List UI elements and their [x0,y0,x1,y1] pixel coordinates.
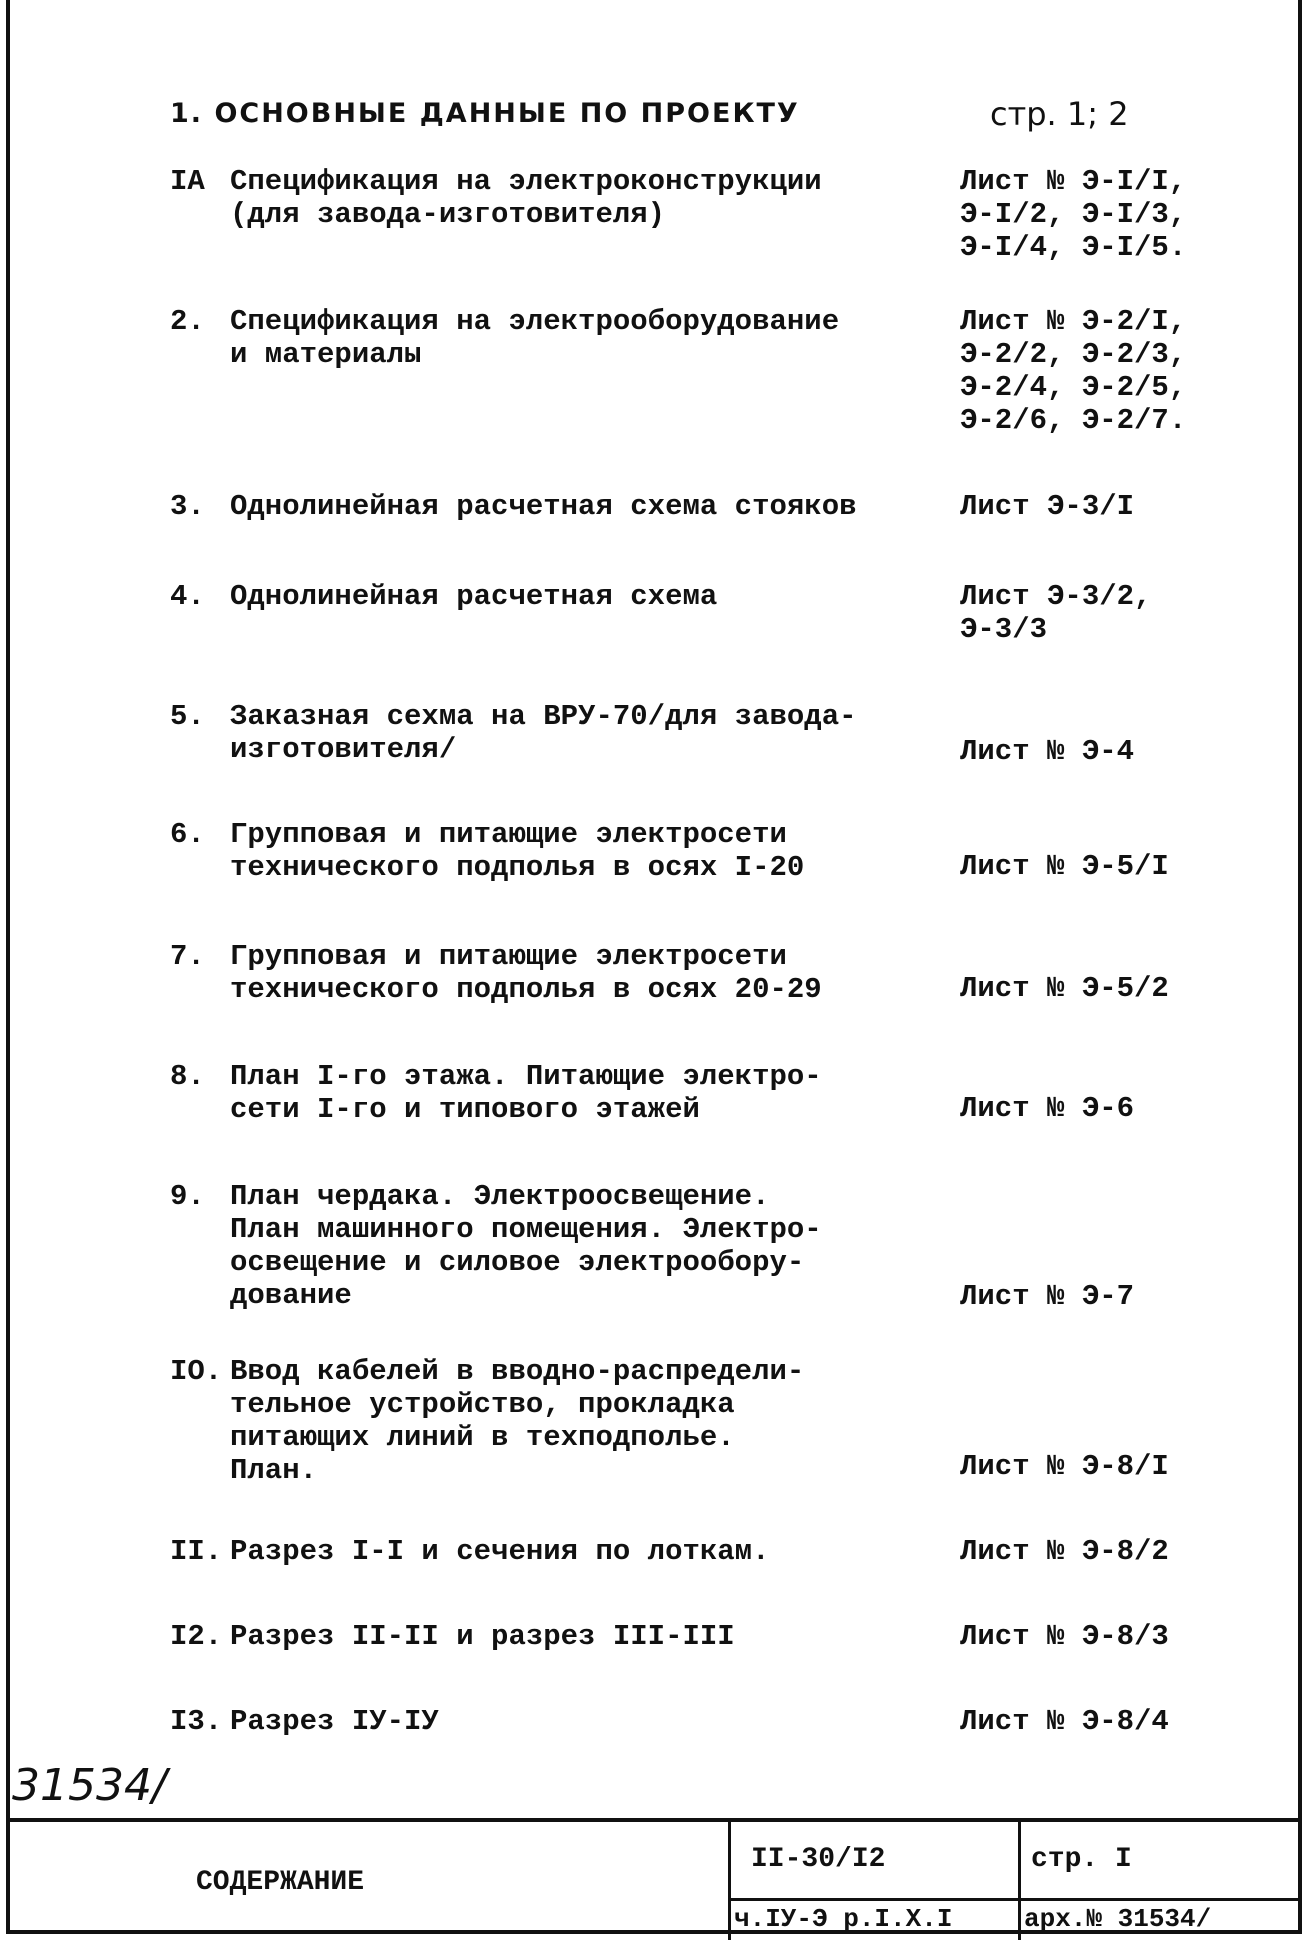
item-number: 9. [170,1180,205,1213]
item-sheet: Лист № Э-8/2 [960,1535,1169,1568]
section-heading: 1. ОСНОВНЫЕ ДАННЫЕ ПО ПРОЕКТУ [170,98,800,129]
item-sheet: Лист № Э-8/3 [960,1620,1169,1653]
page-number: стр. I [1031,1844,1132,1875]
item-number: II. [170,1535,223,1568]
item-sheet: Лист № Э-2/I, Э-2/2, Э-2/3, Э-2/4, Э-2/5, Э-2/6, Э-2/7. [960,305,1187,437]
item-title: Ввод кабелей в вводно-распредели- тельное устройство, прокладка питающих линий в техподполье. План. [230,1355,805,1487]
divider [728,1898,1302,1901]
item-number: 5. [170,700,205,733]
divider [728,1822,731,1940]
project-code: II-30/I2 [751,1844,886,1875]
item-sheet: Лист № Э-5/I [960,850,1169,883]
item-sheet: Лист № Э-5/2 [960,972,1169,1005]
item-sheet: Лист № Э-7 [960,1280,1135,1313]
item-title: Групповая и питающие электросети технического подполья в осях 20-29 [230,940,822,1006]
item-title: Спецификация на электроконструкции (для завода-изготовителя) [230,165,822,231]
item-number: 2. [170,305,205,338]
item-sheet: Лист № Э-I/I, Э-I/2, Э-I/3, Э-I/4, Э-I/5. [960,165,1187,264]
item-number: 6. [170,818,205,851]
item-sheet: Лист № Э-8/I [960,1450,1169,1483]
item-sheet: Лист № Э-6 [960,1092,1135,1125]
divider [1018,1822,1021,1940]
item-sheet: Лист № Э-8/4 [960,1705,1169,1738]
item-title: Разрез IУ-IУ [230,1705,439,1738]
item-sheet: Лист № Э-4 [960,735,1135,768]
item-title: Однолинейная расчетная схема [230,580,718,613]
item-title: План I-го этажа. Питающие электро- сети I-го и типового этажей [230,1060,822,1126]
item-title: Разрез I-I и сечения по лоткам. [230,1535,770,1568]
document-title: СОДЕРЖАНИЕ [196,1867,365,1898]
item-number: I3. [170,1705,223,1738]
title-block [6,1818,1302,1936]
handwritten-number: 31534/ [12,1760,167,1811]
heading-pages: стр. 1; 2 [990,95,1129,133]
item-number: 3. [170,490,205,523]
item-number: IА [170,165,205,198]
item-title: Заказная сехма на ВРУ-70/для завода- изготовителя/ [230,700,857,766]
item-number: 4. [170,580,205,613]
item-title: План чердака. Электроосвещение. План машинного помещения. Электро- освещение и силовое электрообору- дование [230,1180,822,1312]
archive-number: арх.№ 31534/ [1024,1904,1212,1934]
item-title: Групповая и питающие электросети технического подполья в осях I-20 [230,818,805,884]
item-number: IO. [170,1355,223,1388]
item-number: I2. [170,1620,223,1653]
part-reference: ч.IУ-Э р.I.X.I [734,1904,953,1934]
item-sheet: Лист Э-3/2, Э-3/3 [960,580,1152,646]
item-number: 8. [170,1060,205,1093]
item-title: Однолинейная расчетная схема стояков [230,490,857,523]
item-title: Спецификация на электрооборудование и материалы [230,305,840,371]
item-title: Разрез II-II и разрез III-III [230,1620,735,1653]
item-sheet: Лист Э-3/I [960,490,1135,523]
item-number: 7. [170,940,205,973]
